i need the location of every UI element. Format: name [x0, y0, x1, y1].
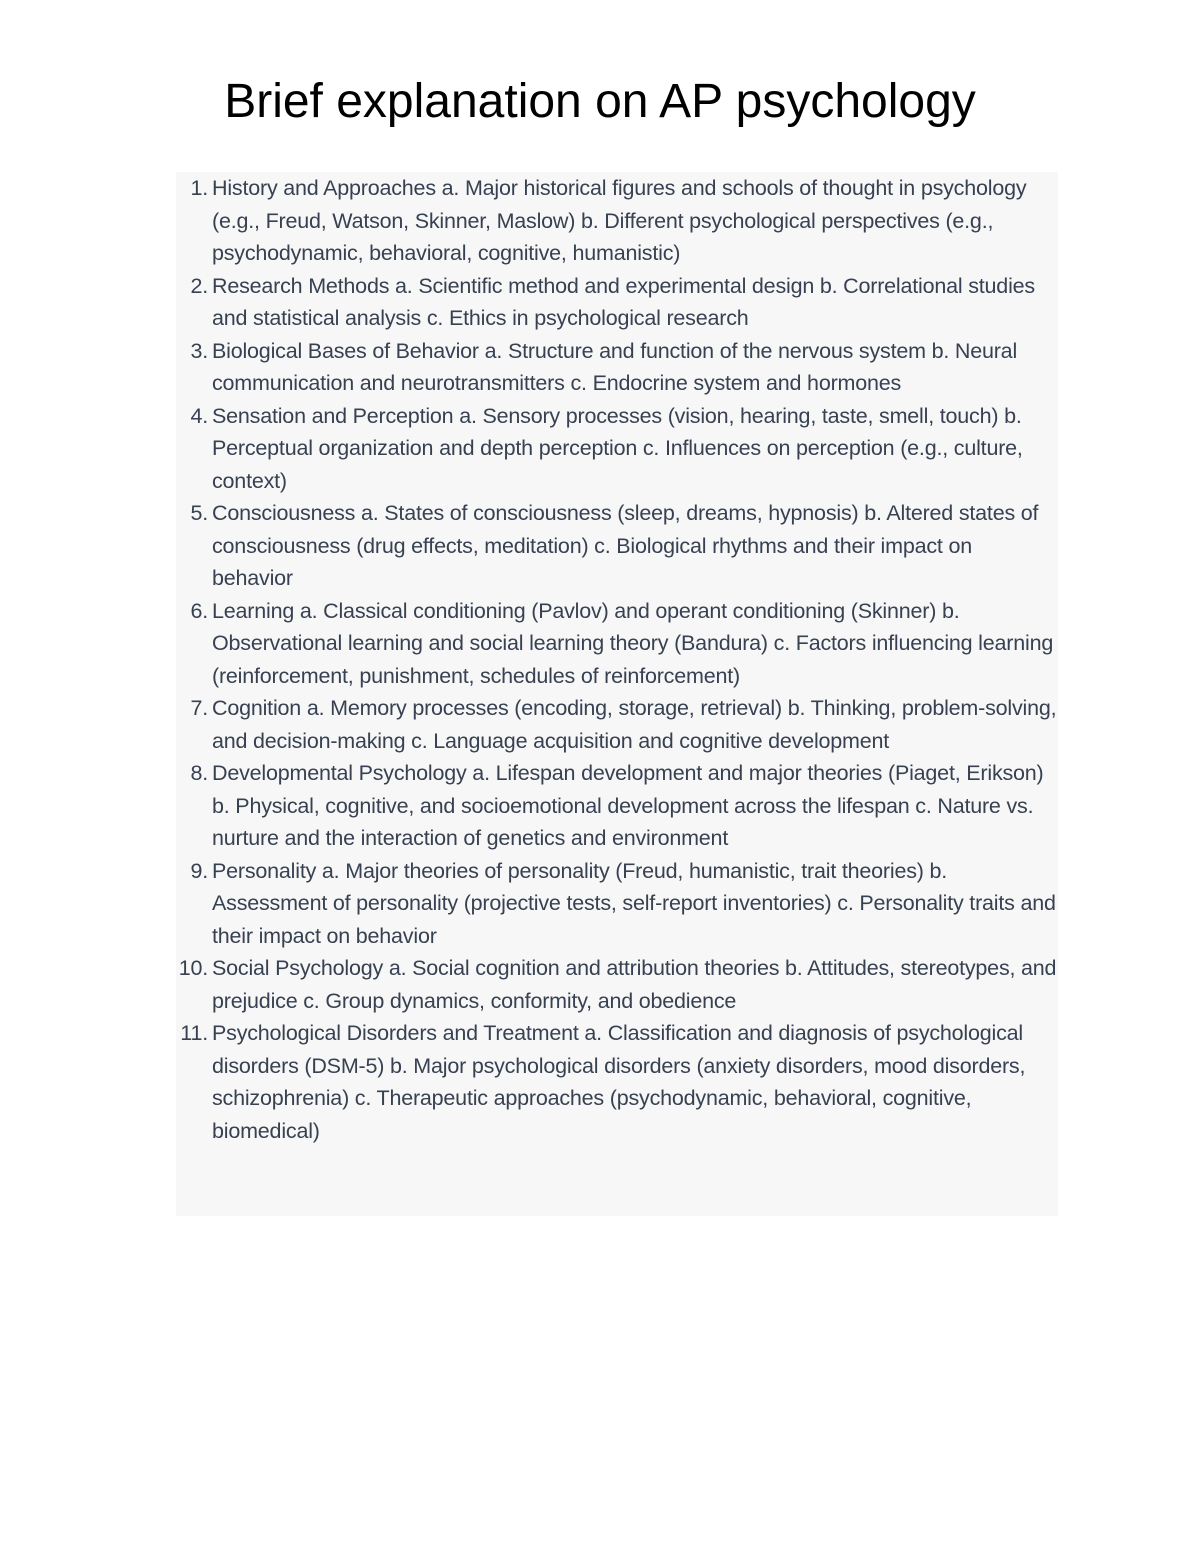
topics-list-box — [176, 172, 1058, 1216]
list-item-text: Social Psychology a. Social cognition and attribution theories b. Attitudes, stereotypes, and prejudice c. Group dynamics, conformity, and obedience — [212, 956, 1057, 1013]
list-item-text: Personality a. Major theories of personality (Freud, humanistic, trait theories) b. Assessment of personality (projective tests, self-report inventories) c. Personality traits and their impact on behavior — [212, 858, 1056, 948]
list-item-text: Biological Bases of Behavior a. Structure and function of the nervous system b. Neural communication and neurotransmitters c. Endocrine system and hormones — [212, 338, 1018, 395]
list-item-text: Research Methods a. Scientific method and experimental design b. Correlational studies and statistical analysis c. Ethics in psychological research — [212, 273, 1035, 330]
list-item-number: 11. — [180, 1021, 208, 1045]
list-item-number: 8. — [190, 761, 208, 785]
list-item — [176, 595, 1058, 693]
list-item-text: Consciousness a. States of consciousness (sleep, dreams, hypnosis) b. Altered states of consciousness (drug effects, meditation) c. Biological rhythms and their impact on behavior — [212, 501, 1039, 590]
list-item-text: Psychological Disorders and Treatment a. Classification and diagnosis of psychological disorders (DSM-5) b. Major psychological disorders (anxiety disorders, mood disorders, schizophrenia) c. Therapeutic approaches (psychodynamic, behavioral, cognitive, biomedical) — [212, 1021, 1026, 1143]
list-item-number: 10. — [178, 956, 208, 980]
list-item-number: 4. — [190, 403, 208, 428]
list-item — [176, 692, 1058, 757]
list-item-text: Cognition a. Memory processes (encoding, storage, retrieval) b. Thinking, problem-solving, and decision-making c. Language acquisition and cognitive development — [212, 696, 1057, 753]
list-item — [176, 400, 1058, 498]
list-item-number: 3. — [190, 338, 208, 363]
list-item-number: 1. — [190, 176, 208, 200]
list-item-number: 6. — [190, 598, 208, 623]
list-item — [176, 1017, 1058, 1147]
list-item-number: 2. — [190, 273, 208, 298]
list-item-text: Developmental Psychology a. Lifespan development and major theories (Piaget, Erikson) b. Physical, cognitive, and socioemotional development across the lifespan c. Nature vs. nurture and the interaction of genetics and environment — [212, 761, 1044, 850]
list-item-number: 7. — [190, 696, 208, 720]
list-item — [176, 270, 1058, 335]
list-item — [176, 855, 1058, 953]
list-item — [176, 335, 1058, 400]
list-item-text: History and Approaches a. Major historical figures and schools of thought in psychology (e.g., Freud, Watson, Skinner, Maslow) b. Different psychological perspectives (e.g., psychodynamic, behavioral, cognitive, humanistic) — [212, 176, 1027, 265]
list-item — [176, 952, 1058, 1017]
document-title: Brief explanation on AP psychology — [224, 75, 976, 128]
list-item-number: 9. — [190, 858, 208, 883]
topics-list — [176, 172, 1058, 1147]
list-item — [176, 757, 1058, 855]
list-item — [176, 172, 1058, 270]
list-item-number: 5. — [190, 501, 208, 525]
list-item — [176, 497, 1058, 595]
list-item-text: Sensation and Perception a. Sensory processes (vision, hearing, taste, smell, touch) b. Perceptual organization and depth perception c. Influences on perception (e.g., culture, context) — [212, 403, 1023, 493]
list-item-text: Learning a. Classical conditioning (Pavlov) and operant conditioning (Skinner) b. Observational learning and social learning theory (Bandura) c. Factors influencing learning (reinforcement, punishment, schedules of reinforcement) — [212, 598, 1054, 688]
